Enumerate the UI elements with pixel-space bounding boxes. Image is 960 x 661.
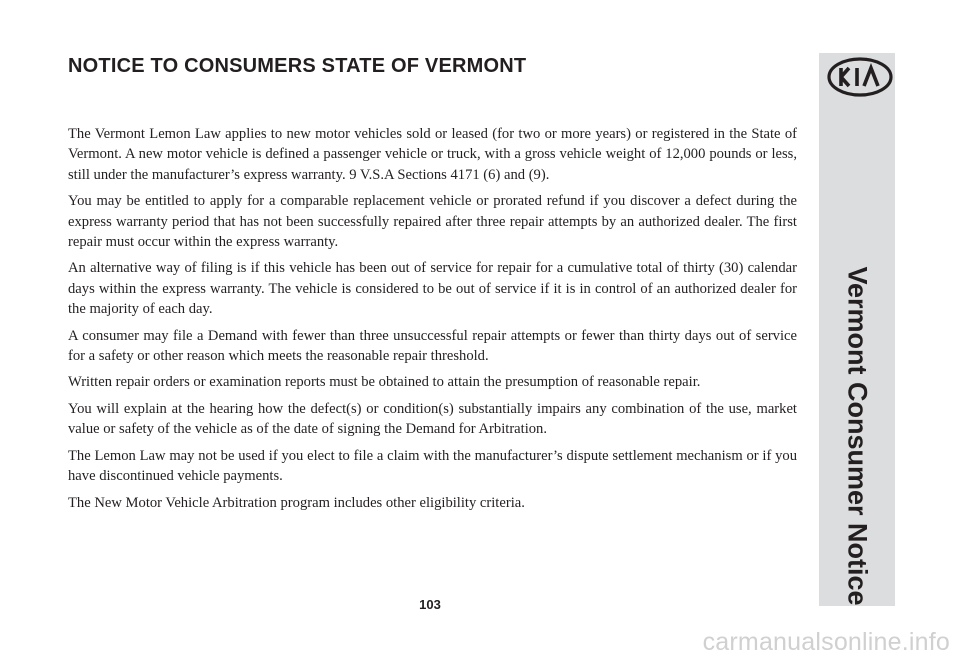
paragraph-hearing: You will explain at the hearing how the defect(s) or condition(s) substantially impairs any combination of the use, market value or safety of the vehicle as of the date of signing the Demand for Arbitration. xyxy=(68,400,797,438)
page-number: 103 xyxy=(419,597,441,612)
paragraph-alternative-filing: An alternative way of filing is if this vehicle has been out of service for repair for a cumulative total of thirty (30) calendar days within the express warranty. The vehicle is considered to be out of service if it is in control of an authorized dealer for the majority of each day. xyxy=(68,260,797,318)
kia-logo-icon xyxy=(827,57,893,97)
paragraph-eligibility: The New Motor Vehicle Arbitration program includes other eligibility criteria. xyxy=(68,494,525,511)
paragraph-fewer-attempts: A consumer may file a Demand with fewer than three unsuccessful repair attempts or fewer than thirty days out of service for a safety or other reason which meets the reasonable repair threshold. xyxy=(68,327,797,365)
paragraph-lemon-law-scope: The Vermont Lemon Law applies to new motor vehicles sold or leased (for two or more years) or registered in the State of Vermont. A new motor vehicle is defined a passenger vehicle or truck, with a gross vehicle weight of 12,000 pounds or less, still under the manufacturer’s express warranty. 9 V.S.A Sections 4171 (6) and (9). xyxy=(68,126,797,183)
side-tab-label: Vermont Consumer Notice xyxy=(842,266,873,606)
notice-body xyxy=(68,124,797,519)
paragraph-exclusions: The Lemon Law may not be used if you elect to file a claim with the manufacturer’s dispute settlement mechanism or if you have discontinued vehicle payments. xyxy=(68,447,797,485)
watermark: carmanualsonline.info xyxy=(702,628,950,656)
page-title: NOTICE TO CONSUMERS STATE OF VERMONT xyxy=(68,55,527,77)
paragraph-repair-orders: Written repair orders or examination reports must be obtained to attain the presumption of reasonable repair. xyxy=(68,374,701,391)
paragraph-replacement-refund: You may be entitled to apply for a comparable replacement vehicle or prorated refund if you discover a defect during the express warranty period that has not been successfully repaired after three repair attempts by an authorized dealer. The first repair must occur within the express warranty. xyxy=(68,193,797,251)
